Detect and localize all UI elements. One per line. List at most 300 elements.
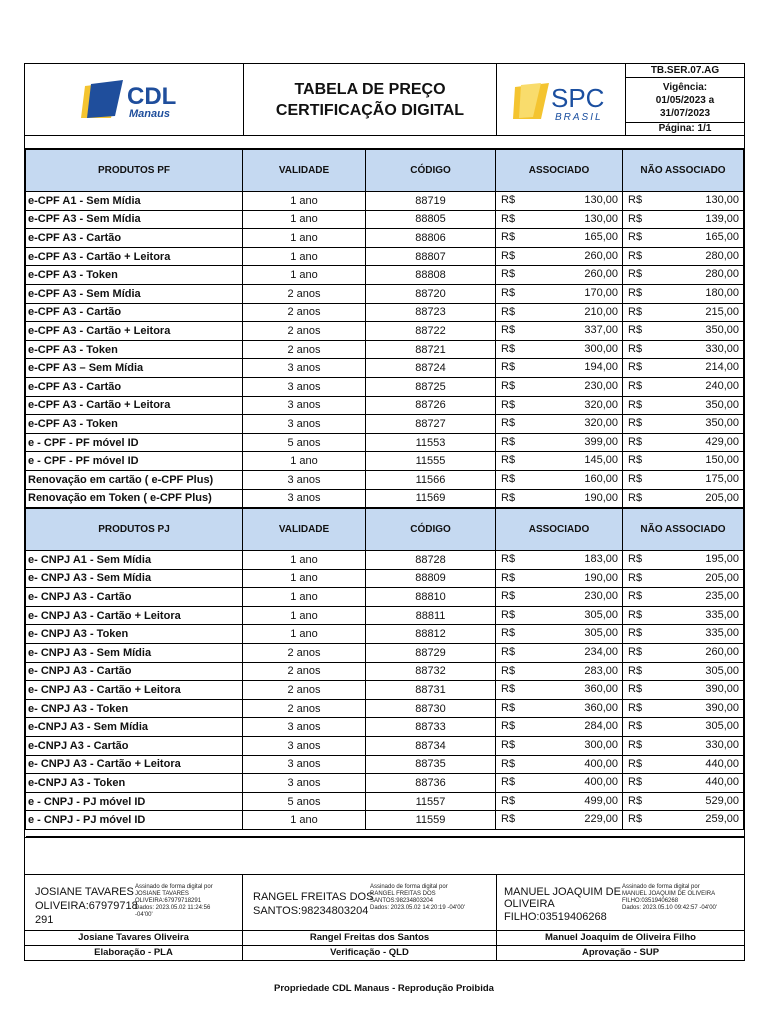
currency-symbol: R$ [501,664,516,677]
associado-cell [496,433,623,452]
signature-detail: SANTOS:98234803204 [370,898,433,904]
price-value: 300,00 [584,342,618,355]
table-row [26,588,744,607]
table-row [26,774,744,793]
signer-name: Josiane Tavares Oliveira [25,931,243,945]
price-value: 165,00 [584,231,618,244]
nao-associado-cell [623,359,744,378]
currency-symbol: R$ [501,794,516,807]
nao-associado-cell [623,774,744,793]
codigo-cell: 11559 [366,811,496,830]
currency-symbol: R$ [628,553,643,566]
price-value: 229,00 [584,813,618,826]
title-line-2: CERTIFICAÇÃO DIGITAL [275,101,465,119]
validade-cell: 1 ano [243,192,366,211]
price-value: 139,00 [705,212,739,225]
signer-roles [25,945,744,960]
validade-cell: 1 ano [243,266,366,285]
currency-symbol: R$ [501,454,516,467]
table-row [26,737,744,756]
table-row [26,433,744,452]
table-row [26,322,744,341]
associado-cell [496,489,623,508]
currency-symbol: R$ [501,627,516,640]
nao-associado-cell [623,210,744,229]
product-name: e-CPF A3 - Token [26,415,243,434]
price-value: 337,00 [584,324,618,337]
nao-associado-cell [623,489,744,508]
associado-cell [496,470,623,489]
validade-cell: 2 anos [243,303,366,322]
price-value: 305,00 [705,720,739,733]
validade-cell: 1 ano [243,625,366,644]
nao-associado-cell [623,569,744,588]
pf-table [25,149,744,508]
table-row [26,569,744,588]
price-value: 175,00 [705,472,739,485]
currency-symbol: R$ [501,342,516,355]
codigo-cell: 88730 [366,699,496,718]
price-value: 283,00 [584,664,618,677]
col-codigo: CÓDIGO [366,509,496,551]
validade-cell: 1 ano [243,551,366,570]
spc-logo-icon [511,77,611,123]
associado-cell [496,569,623,588]
currency-symbol: R$ [628,212,643,225]
signature-big-2: OLIVEIRA:67979718 [35,900,138,912]
price-value: 205,00 [705,491,739,504]
product-name: e-CPF A3 - Token [26,266,243,285]
signature-detail: -04'00' [135,912,153,918]
product-name: e-CPF A3 - Cartão + Leitora [26,322,243,341]
codigo-cell: 88719 [366,192,496,211]
codigo-cell: 11569 [366,489,496,508]
document-title [244,64,497,135]
col-produtos-pj: PRODUTOS PJ [26,509,243,551]
table-row [26,377,744,396]
product-name: e-CPF A3 - Token [26,340,243,359]
associado-cell [496,377,623,396]
codigo-cell: 88805 [366,210,496,229]
validade-cell: 3 anos [243,489,366,508]
svg-text:CDL: CDL [127,82,177,110]
document-header [25,64,744,136]
pf-header-row [26,150,744,192]
currency-symbol: R$ [501,553,516,566]
table-row [26,192,744,211]
validade-cell: 3 anos [243,755,366,774]
associado-cell [496,322,623,341]
price-value: 499,00 [584,794,618,807]
nao-associado-cell [623,699,744,718]
document-code: TB.SER.07.AG [626,64,744,78]
price-value: 130,00 [705,194,739,206]
price-value: 230,00 [584,379,618,392]
associado-cell [496,606,623,625]
currency-symbol: R$ [628,324,643,337]
currency-symbol: R$ [628,683,643,696]
price-value: 260,00 [584,268,618,281]
product-name: e-CPF A3 - Cartão [26,229,243,248]
nao-associado-cell [623,811,744,830]
price-value: 190,00 [584,571,618,584]
currency-symbol: R$ [501,757,516,770]
price-value: 390,00 [705,701,739,714]
price-value: 335,00 [705,627,739,640]
product-name: e - CPF - PF móvel ID [26,452,243,471]
product-name: e- CNPJ A3 - Cartão + Leitora [26,755,243,774]
validade-cell: 3 anos [243,737,366,756]
associado-cell [496,359,623,378]
section-gap [26,830,744,837]
nao-associado-cell [623,792,744,811]
validade-cell: 1 ano [243,811,366,830]
currency-symbol: R$ [501,417,516,430]
nao-associado-cell [623,625,744,644]
signature-detail: JOSIANE TAVARES [135,891,189,897]
codigo-cell: 88721 [366,340,496,359]
validade-cell: 3 anos [243,470,366,489]
currency-symbol: R$ [628,342,643,355]
associado-cell [496,303,623,322]
price-value: 330,00 [705,342,739,355]
currency-symbol: R$ [628,194,643,206]
currency-symbol: R$ [628,571,643,584]
nao-associado-cell [623,247,744,266]
associado-cell [496,266,623,285]
product-name: e-CPF A3 – Sem Mídia [26,359,243,378]
product-name: e - CNPJ - PJ móvel ID [26,811,243,830]
nao-associado-cell [623,588,744,607]
price-value: 183,00 [584,553,618,566]
nao-associado-cell [623,755,744,774]
codigo-cell: 88728 [366,551,496,570]
currency-symbol: R$ [628,720,643,733]
price-value: 260,00 [705,646,739,659]
price-value: 330,00 [705,739,739,752]
product-name: e-CPF A3 - Sem Mídia [26,210,243,229]
table-row [26,551,744,570]
currency-symbol: R$ [628,627,643,640]
nao-associado-cell [623,470,744,489]
price-value: 440,00 [705,757,739,770]
signature-big-1: MANUEL JOAQUIM DE [504,886,621,898]
validade-cell: 2 anos [243,322,366,341]
price-value: 305,00 [584,627,618,640]
signature-detail: Assinado de forma digital por [370,884,448,890]
codigo-cell: 11555 [366,452,496,471]
product-name: Renovação em cartão ( e-CPF Plus) [26,470,243,489]
associado-cell [496,340,623,359]
codigo-cell: 11557 [366,792,496,811]
price-value: 130,00 [584,212,618,225]
svg-text:SPC: SPC [551,82,605,113]
signature-detail: Dados: 2023.05.02 11:24:56 [135,905,211,911]
product-name: e - CNPJ - PJ móvel ID [26,792,243,811]
col-associado: ASSOCIADO [496,150,623,192]
signature-big-3: FILHO:03519406268 [504,911,607,923]
table-row [26,452,744,471]
table-row [26,606,744,625]
codigo-cell: 88806 [366,229,496,248]
table-row [26,470,744,489]
currency-symbol: R$ [501,305,516,318]
codigo-cell: 88729 [366,644,496,663]
associado-cell [496,588,623,607]
price-value: 180,00 [705,286,739,299]
associado-cell [496,644,623,663]
document-meta [626,64,744,135]
price-sheet [24,63,745,961]
spc-logo [497,64,626,135]
codigo-cell: 88807 [366,247,496,266]
codigo-cell: 88810 [366,588,496,607]
currency-symbol: R$ [628,286,643,299]
currency-symbol: R$ [628,305,643,318]
validade-cell: 3 anos [243,396,366,415]
signer-role: Elaboração - PLA [25,946,243,960]
associado-cell [496,811,623,830]
signer-names [25,930,744,945]
price-value: 235,00 [705,590,739,603]
price-value: 165,00 [705,231,739,244]
codigo-cell: 88808 [366,266,496,285]
signature-detail: FILHO:03519406268 [622,898,679,904]
table-row [26,340,744,359]
pj-table [25,508,744,837]
product-name: e-CNPJ A3 - Sem Mídia [26,718,243,737]
codigo-cell: 88726 [366,396,496,415]
pj-body [26,551,744,837]
nao-associado-cell [623,284,744,303]
table-row [26,415,744,434]
nao-associado-cell [623,192,744,211]
price-value: 350,00 [705,398,739,411]
signer-name: Rangel Freitas dos Santos [243,931,497,945]
price-value: 240,00 [705,379,739,392]
currency-symbol: R$ [501,701,516,714]
price-value: 350,00 [705,417,739,430]
associado-cell [496,247,623,266]
associado-cell [496,284,623,303]
nao-associado-cell [623,606,744,625]
currency-symbol: R$ [628,268,643,281]
col-nao-associado: NÃO ASSOCIADO [623,150,744,192]
col-associado: ASSOCIADO [496,509,623,551]
validade-cell: 1 ano [243,588,366,607]
currency-symbol: R$ [501,212,516,225]
validade-cell: 3 anos [243,774,366,793]
signer-role: Aprovação - SUP [581,947,660,958]
nao-associado-cell [623,415,744,434]
associado-cell [496,210,623,229]
associado-cell [496,452,623,471]
currency-symbol: R$ [501,571,516,584]
table-row [26,303,744,322]
price-value: 215,00 [705,305,739,318]
signature-detail: Assinado de forma digital por [135,884,213,890]
product-name: e- CNPJ A3 - Token [26,625,243,644]
currency-symbol: R$ [501,590,516,603]
currency-symbol: R$ [628,491,643,504]
currency-symbol: R$ [501,683,516,696]
price-value: 305,00 [705,664,739,677]
currency-symbol: R$ [628,646,643,659]
product-name: e-CPF A3 - Cartão + Leitora [26,396,243,415]
nao-associado-cell [623,396,744,415]
gap-cell [26,830,744,837]
price-value: 260,00 [584,249,618,262]
currency-symbol: R$ [628,417,643,430]
validade-cell: 3 anos [243,718,366,737]
codigo-cell: 88736 [366,774,496,793]
nao-associado-cell [623,433,744,452]
currency-symbol: R$ [628,813,643,826]
codigo-cell: 88725 [366,377,496,396]
currency-symbol: R$ [501,194,516,206]
validade-cell: 5 anos [243,792,366,811]
associado-cell [496,681,623,700]
currency-symbol: R$ [501,813,516,826]
product-name: e- CNPJ A3 - Sem Mídia [26,569,243,588]
table-row [26,755,744,774]
nao-associado-cell [623,644,744,663]
price-value: 284,00 [584,720,618,733]
validade-cell: 1 ano [243,229,366,248]
table-row [26,247,744,266]
signature-detail: MANUEL JOAQUIM DE OLIVEIRA [622,891,716,897]
validade-cell: 3 anos [243,415,366,434]
price-value: 194,00 [584,361,618,374]
signature-spacer [25,837,744,874]
price-value: 280,00 [705,249,739,262]
nao-associado-cell [623,229,744,248]
footer-note: Propriedade CDL Manaus - Reprodução Proibida [274,983,494,994]
currency-symbol: R$ [501,739,516,752]
table-row [26,644,744,663]
title-line-1: TABELA DE PREÇO [294,80,446,98]
currency-symbol: R$ [501,286,516,299]
codigo-cell: 11553 [366,433,496,452]
svg-text:Manaus: Manaus [129,107,170,120]
cdl-logo [25,64,244,135]
currency-symbol: R$ [501,472,516,485]
currency-symbol: R$ [628,454,643,467]
validade-cell: 1 ano [243,452,366,471]
currency-symbol: R$ [501,608,516,621]
price-value: 145,00 [584,454,618,467]
nao-associado-cell [623,266,744,285]
svg-text:BRASIL: BRASIL [555,111,603,123]
validade-cell: 1 ano [243,247,366,266]
nao-associado-cell [623,662,744,681]
currency-symbol: R$ [501,491,516,504]
cdl-logo-icon [79,78,189,122]
product-name: e-CPF A1 - Sem Mídia [26,192,243,211]
product-name: e- CNPJ A3 - Cartão [26,588,243,607]
pj-header-row [26,509,744,551]
currency-symbol: R$ [628,701,643,714]
price-value: 190,00 [584,491,618,504]
validade-cell: 2 anos [243,681,366,700]
currency-symbol: R$ [501,268,516,281]
table-row [26,625,744,644]
price-value: 399,00 [584,435,618,448]
signature-big-1: RANGEL FREITAS DOS [253,891,374,903]
currency-symbol: R$ [628,739,643,752]
signature-detail: Dados: 2023.05.10 09:42:57 -04'00' [622,905,718,911]
price-value: 390,00 [705,683,739,696]
validade-cell: 5 anos [243,433,366,452]
page-number: Página: 1/1 [658,123,712,134]
nao-associado-cell [623,322,744,341]
currency-symbol: R$ [628,379,643,392]
nao-associado-cell [623,377,744,396]
currency-symbol: R$ [501,720,516,733]
price-value: 259,00 [705,813,739,826]
nao-associado-cell [623,718,744,737]
price-value: 305,00 [584,608,618,621]
price-value: 400,00 [584,757,618,770]
currency-symbol: R$ [628,472,643,485]
codigo-cell: 88727 [366,415,496,434]
associado-cell [496,396,623,415]
validade-cell: 2 anos [243,644,366,663]
signature-rangel [243,875,497,930]
product-name: e - CPF - PF móvel ID [26,433,243,452]
price-value: 440,00 [705,776,739,789]
associado-cell [496,229,623,248]
product-name: e- CNPJ A1 - Sem Mídia [26,551,243,570]
nao-associado-cell [623,681,744,700]
associado-cell [496,662,623,681]
currency-symbol: R$ [501,379,516,392]
codigo-cell: 88722 [366,322,496,341]
nao-associado-cell [623,303,744,322]
currency-symbol: R$ [501,249,516,262]
codigo-cell: 88734 [366,737,496,756]
associado-cell [496,625,623,644]
currency-symbol: R$ [501,776,516,789]
product-name: e- CNPJ A3 - Sem Mídia [26,644,243,663]
currency-symbol: R$ [628,249,643,262]
price-value: 360,00 [584,701,618,714]
price-value: 529,00 [705,794,739,807]
validade-cell: 2 anos [243,699,366,718]
signature-big-1: JOSIANE TAVARES [35,886,134,898]
currency-symbol: R$ [501,435,516,448]
signature-manuel [497,875,744,930]
table-row [26,396,744,415]
vigencia-end: 31/07/2023 [659,107,711,119]
signature-big-2: OLIVEIRA [504,898,555,910]
codigo-cell: 88723 [366,303,496,322]
currency-symbol: R$ [501,398,516,411]
codigo-cell: 88732 [366,662,496,681]
price-value: 170,00 [584,286,618,299]
product-name: e- CNPJ A3 - Token [26,699,243,718]
associado-cell [496,718,623,737]
nao-associado-cell [623,340,744,359]
vigencia [626,78,744,123]
signer-name: Manuel Joaquim de Oliveira Filho [545,932,696,943]
associado-cell [496,792,623,811]
validade-cell: 1 ano [243,210,366,229]
price-value: 234,00 [584,646,618,659]
signature-detail: OLIVEIRA:67979718291 [135,898,202,904]
validade-cell: 3 anos [243,359,366,378]
associado-cell [496,699,623,718]
